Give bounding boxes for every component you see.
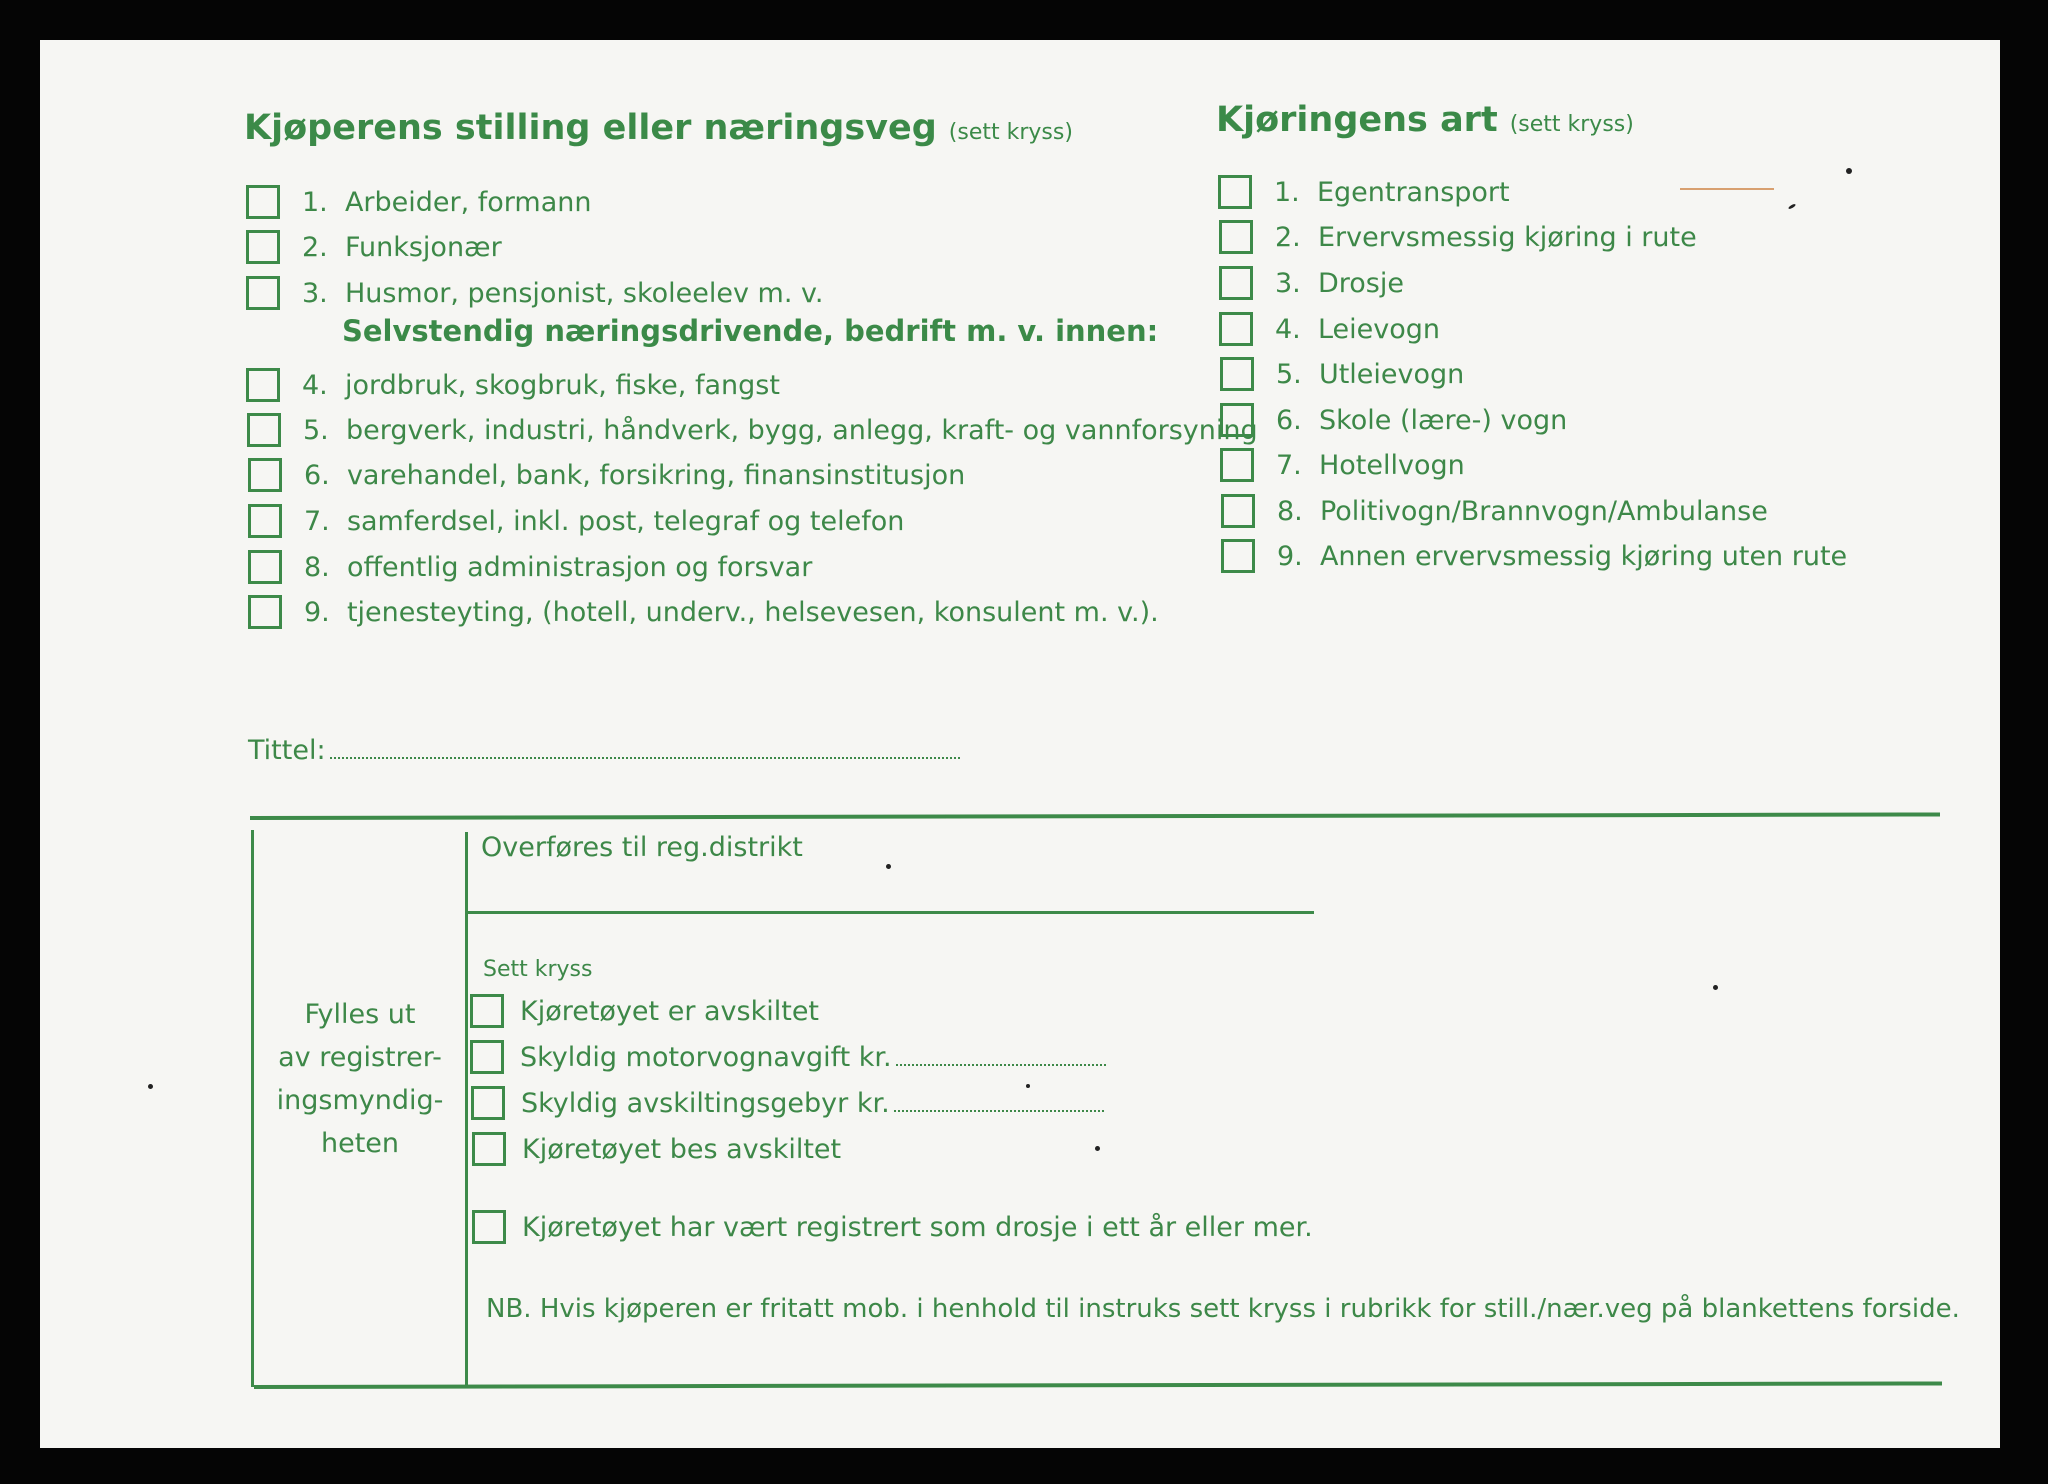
- checkbox[interactable]: [1221, 539, 1255, 573]
- checkbox[interactable]: [246, 230, 280, 264]
- checkbox[interactable]: [1218, 175, 1252, 209]
- checkbox[interactable]: [1219, 266, 1253, 300]
- buyer-occupation-title: Kjøperens stilling eller næringsveg: [244, 108, 937, 148]
- title-dotted-line: [330, 737, 960, 759]
- option-label: Funksjonær: [344, 231, 502, 263]
- option-label: Skole (lære-) vogn: [1318, 404, 1568, 436]
- check-label: Skyldig avskiltingsgebyr kr.: [521, 1087, 890, 1119]
- paper-speck: [886, 864, 891, 869]
- driving-option-6[interactable]: [1220, 403, 1567, 437]
- checkbox[interactable]: [247, 413, 281, 447]
- checkbox[interactable]: [246, 276, 280, 310]
- title-label: Tittel:: [248, 735, 326, 766]
- option-number: 4.: [1275, 313, 1301, 345]
- checkbox[interactable]: [1219, 220, 1253, 254]
- driving-option-4[interactable]: [1219, 312, 1440, 346]
- option-number: 2.: [1275, 221, 1301, 253]
- paper-speck: [1680, 188, 1774, 190]
- check-deregistration-fee-owed[interactable]: [471, 1086, 1104, 1120]
- option-label: bergverk, industri, håndverk, bygg, anlegg, kraft- og vannforsyning: [345, 414, 1258, 446]
- checkbox[interactable]: [1221, 494, 1255, 528]
- business-option-9[interactable]: [248, 595, 1159, 629]
- driving-option-5[interactable]: [1220, 357, 1464, 391]
- option-label: tjenesteyting, (hotell, underv., helsevesen, konsulent m. v.).: [346, 596, 1159, 628]
- checkbox[interactable]: [472, 1210, 506, 1244]
- checkbox[interactable]: [248, 595, 282, 629]
- occupation-option-1[interactable]: [246, 185, 592, 219]
- option-number: 6.: [304, 459, 330, 491]
- checkbox[interactable]: [246, 368, 280, 402]
- checkbox[interactable]: [248, 504, 282, 538]
- driving-option-2[interactable]: [1219, 220, 1697, 254]
- option-label: samferdsel, inkl. post, telegraf og telefon: [346, 505, 905, 537]
- driving-type-title: Kjøringens art: [1216, 100, 1498, 140]
- check-deregistered[interactable]: [470, 994, 819, 1028]
- checkbox[interactable]: [246, 185, 280, 219]
- check-registered-as-taxi[interactable]: [472, 1210, 1313, 1244]
- check-vehicle-tax-owed[interactable]: [470, 1040, 1106, 1074]
- option-number: 9.: [1277, 540, 1303, 572]
- buyer-occupation-heading: [244, 108, 1073, 148]
- occupation-option-3[interactable]: [246, 276, 823, 310]
- transfer-label: Overføres til reg.distrikt: [481, 832, 803, 863]
- option-number: 3.: [302, 277, 328, 309]
- registry-box-bottom-rule: [254, 1381, 1942, 1389]
- business-option-8[interactable]: [248, 550, 812, 584]
- option-label: Utleievogn: [1318, 358, 1465, 390]
- option-label: Egentransport: [1316, 176, 1510, 208]
- business-option-4[interactable]: [246, 368, 780, 402]
- option-label: varehandel, bank, forsikring, finansinstitusjon: [346, 459, 966, 491]
- option-label: Drosje: [1317, 267, 1404, 299]
- option-number: 5.: [1276, 358, 1302, 390]
- amount-dotted-line: [894, 1090, 1104, 1112]
- option-number: 2.: [302, 231, 328, 263]
- check-request-deregistration[interactable]: [472, 1132, 841, 1166]
- amount-dotted-line: [896, 1044, 1106, 1066]
- option-number: 4.: [302, 369, 328, 401]
- check-label: Kjøretøyet har vært registrert som drosje i ett år eller mer.: [522, 1211, 1313, 1243]
- paper-speck: [1788, 203, 1796, 210]
- checkbox[interactable]: [472, 1132, 506, 1166]
- self-employed-subheading: Selvstendig næringsdrivende, bedrift m. v. innen:: [342, 314, 1159, 348]
- checkbox[interactable]: [1220, 403, 1254, 437]
- registry-side-label: Fylles ut av registrer- ingsmyndig- heten: [276, 999, 444, 1159]
- nb-note: NB. Hvis kjøperen er fritatt mob. i henhold til instruks sett kryss i rubrikk for still./nær.veg på blankettens forside.: [486, 1294, 1960, 1324]
- option-number: 7.: [1276, 449, 1302, 481]
- option-label: jordbruk, skogbruk, fiske, fangst: [344, 369, 780, 401]
- option-number: 9.: [304, 596, 330, 628]
- registry-box-top-rule: [250, 812, 1940, 820]
- driving-option-1[interactable]: [1218, 175, 1510, 209]
- driving-option-8[interactable]: [1221, 494, 1768, 528]
- checkbox[interactable]: [1219, 312, 1253, 346]
- option-number: 1.: [302, 186, 328, 218]
- driving-type-hint: (sett kryss): [1509, 112, 1634, 137]
- option-label: Husmor, pensjonist, skoleelev m. v.: [344, 277, 824, 309]
- paper-speck: [148, 1084, 153, 1089]
- form-page: [40, 40, 2000, 1448]
- checkbox[interactable]: [470, 1040, 504, 1074]
- buyer-occupation-hint: (sett kryss): [948, 120, 1073, 145]
- registry-box-divider: [465, 832, 468, 1386]
- check-hint: Sett kryss: [483, 957, 593, 982]
- driving-type-heading: [1216, 100, 1634, 140]
- checkbox[interactable]: [248, 458, 282, 492]
- check-label: Kjøretøyet bes avskiltet: [522, 1133, 842, 1165]
- option-label: Politivogn/Brannvogn/Ambulanse: [1319, 495, 1768, 527]
- paper-speck: [1095, 1146, 1100, 1151]
- option-number: 3.: [1275, 267, 1301, 299]
- option-label: offentlig administrasjon og forsvar: [346, 551, 813, 583]
- checkbox[interactable]: [248, 550, 282, 584]
- option-label: Annen ervervsmessig kjøring uten rute: [1319, 540, 1848, 572]
- option-number: 5.: [303, 414, 329, 446]
- registry-box-left-rule: [251, 830, 254, 1387]
- check-label: Skyldig motorvognavgift kr.: [520, 1041, 892, 1073]
- option-label: Hotellvogn: [1318, 449, 1465, 481]
- transfer-underline: [468, 911, 1314, 914]
- driving-option-7[interactable]: [1220, 448, 1465, 482]
- driving-option-3[interactable]: [1219, 266, 1404, 300]
- title-field[interactable]: [248, 735, 960, 766]
- checkbox[interactable]: [470, 994, 504, 1028]
- checkbox[interactable]: [1220, 357, 1254, 391]
- occupation-option-2[interactable]: [246, 230, 502, 264]
- paper-speck: [1846, 168, 1852, 174]
- option-label: Arbeider, formann: [344, 186, 592, 218]
- option-number: 6.: [1276, 404, 1302, 436]
- check-label: Kjøretøyet er avskiltet: [520, 995, 820, 1027]
- driving-option-9[interactable]: [1221, 539, 1847, 573]
- option-number: 7.: [304, 505, 330, 537]
- business-option-5[interactable]: [247, 413, 1258, 447]
- option-number: 8.: [1277, 495, 1303, 527]
- option-number: 8.: [304, 551, 330, 583]
- option-label: Leievogn: [1317, 313, 1440, 345]
- option-label: Ervervsmessig kjøring i rute: [1317, 221, 1697, 253]
- option-number: 1.: [1274, 176, 1300, 208]
- checkbox[interactable]: [1220, 448, 1254, 482]
- business-option-7[interactable]: [248, 504, 904, 538]
- business-option-6[interactable]: [248, 458, 965, 492]
- checkbox[interactable]: [471, 1086, 505, 1120]
- paper-speck: [1713, 985, 1718, 990]
- paper-speck: [1026, 1084, 1030, 1088]
